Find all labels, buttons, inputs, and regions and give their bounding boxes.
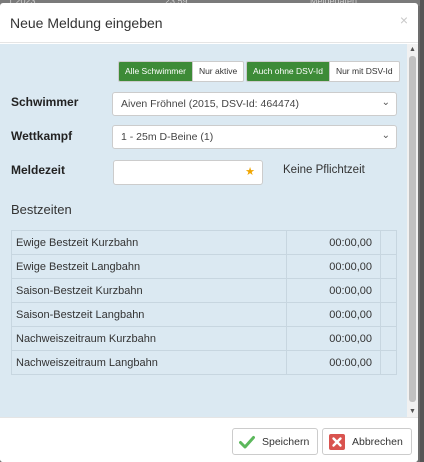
save-label: Speichern	[262, 435, 310, 448]
scroll-up-icon[interactable]: ▲	[409, 46, 416, 53]
modal-header	[0, 3, 418, 43]
backdrop-right-strip	[420, 0, 424, 462]
table-row	[12, 303, 397, 327]
row-name: Nachweiszeitraum Langbahn	[12, 351, 287, 375]
filter-only-active[interactable]: Nur aktive	[192, 62, 243, 81]
best-times-table	[11, 230, 397, 375]
row-name: Ewige Bestzeit Langbahn	[12, 255, 287, 279]
best-times-title: Bestzeiten	[11, 202, 72, 217]
table-row	[12, 231, 397, 255]
dsv-filter-group	[246, 61, 400, 82]
close-icon[interactable]: ×	[399, 12, 408, 28]
row-time: 00:00,00	[287, 351, 381, 375]
row-name: Nachweiszeitraum Kurzbahn	[12, 327, 287, 351]
row-extra	[381, 351, 397, 375]
row-time: 00:00,00	[287, 303, 381, 327]
table-row	[12, 351, 397, 375]
modal-body	[0, 44, 418, 417]
checkmark-icon	[239, 434, 255, 450]
save-button[interactable]	[232, 428, 318, 455]
row-extra	[381, 303, 397, 327]
event-select-value: 1 - 25m D-Beine (1)	[121, 131, 214, 143]
entry-time-label: Meldezeit	[11, 163, 66, 177]
row-time: 00:00,00	[287, 231, 381, 255]
modal-title: Neue Meldung eingeben	[10, 15, 163, 31]
event-select[interactable]	[112, 125, 397, 149]
chevron-down-icon: ⌄	[381, 97, 390, 108]
table-row	[12, 255, 397, 279]
swimmer-select-value: Aiven Fröhnel (2015, DSV-Id: 464474)	[121, 98, 300, 110]
cancel-button[interactable]	[322, 428, 412, 455]
modal-scrollbar[interactable]	[407, 44, 418, 417]
filter-also-without-dsv-id[interactable]: Auch ohne DSV-Id	[247, 62, 329, 81]
table-row	[12, 279, 397, 303]
row-extra	[381, 255, 397, 279]
row-name: Saison-Bestzeit Kurzbahn	[12, 279, 287, 303]
row-time: 00:00,00	[287, 255, 381, 279]
scroll-thumb[interactable]	[409, 56, 416, 402]
row-extra	[381, 279, 397, 303]
row-name: Saison-Bestzeit Langbahn	[12, 303, 287, 327]
close-icon	[329, 434, 345, 450]
entry-time-input[interactable]	[113, 160, 263, 185]
modal-footer	[0, 417, 418, 462]
event-label: Wettkampf	[11, 129, 73, 143]
filter-only-with-dsv-id[interactable]: Nur mit DSV-Id	[329, 62, 399, 81]
filter-all-swimmers[interactable]: Alle Schwimmer	[119, 62, 192, 81]
swimmer-select[interactable]	[112, 92, 397, 116]
row-time: 00:00,00	[287, 327, 381, 351]
row-time: 00:00,00	[287, 279, 381, 303]
new-entry-modal	[0, 3, 418, 462]
swimmer-label: Schwimmer	[11, 95, 79, 109]
chevron-down-icon: ⌄	[381, 130, 390, 141]
scroll-down-icon[interactable]: ▼	[409, 408, 416, 415]
swimmer-filter-group	[118, 61, 244, 82]
cancel-label: Abbrechen	[352, 435, 403, 448]
row-extra	[381, 231, 397, 255]
row-extra	[381, 327, 397, 351]
table-row	[12, 327, 397, 351]
row-name: Ewige Bestzeit Kurzbahn	[12, 231, 287, 255]
star-icon[interactable]: ★	[245, 166, 255, 178]
entry-time-note: Keine Pflichtzeit	[283, 164, 365, 176]
